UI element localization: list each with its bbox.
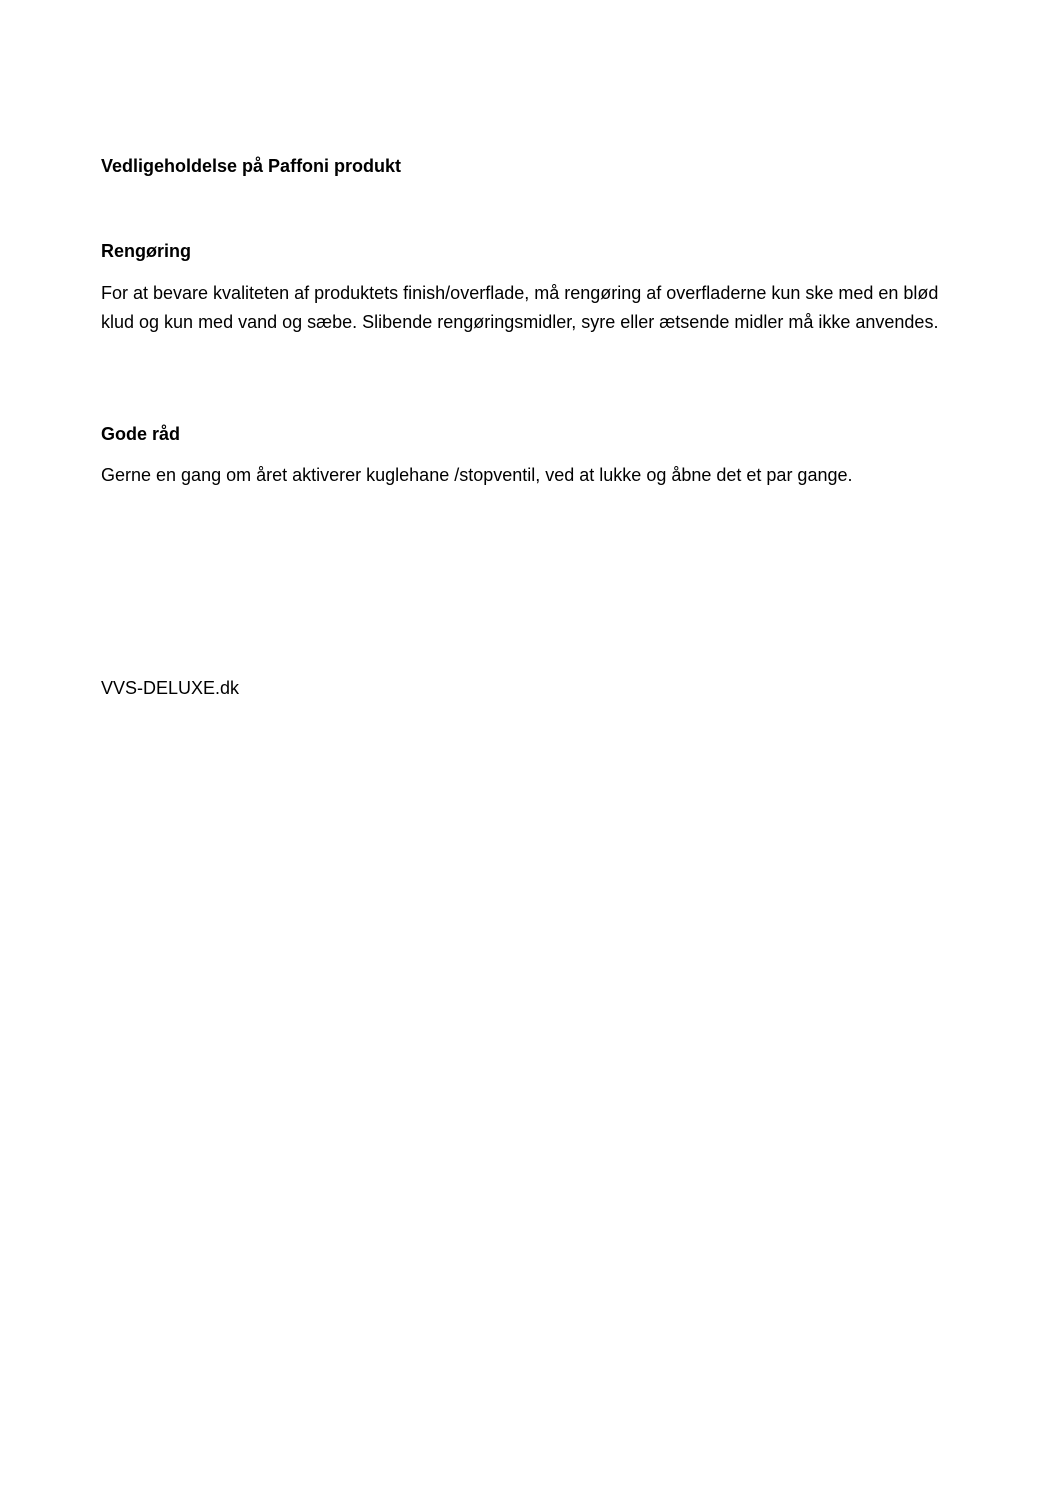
section-text-rengoring: For at bevare kvaliteten af produktets finish/overflade, må rengøring af overfladerne kun ske med en blød klud og kun med vand og sæbe. Slibende rengøringsmidler, syre eller ætsende midler må ikke anvendes. bbox=[101, 283, 939, 332]
page-title: Vedligeholdelse på Paffoni produkt bbox=[101, 156, 402, 176]
footer-website: VVS-DELUXE.dk bbox=[101, 678, 240, 698]
section-heading-gode-raad: Gode råd bbox=[101, 424, 181, 444]
section-heading-rengoring: Rengøring bbox=[101, 241, 191, 261]
section-text-gode-raad: Gerne en gang om året aktiverer kuglehane /stopventil, ved at lukke og åbne det et par gange. bbox=[101, 465, 853, 485]
